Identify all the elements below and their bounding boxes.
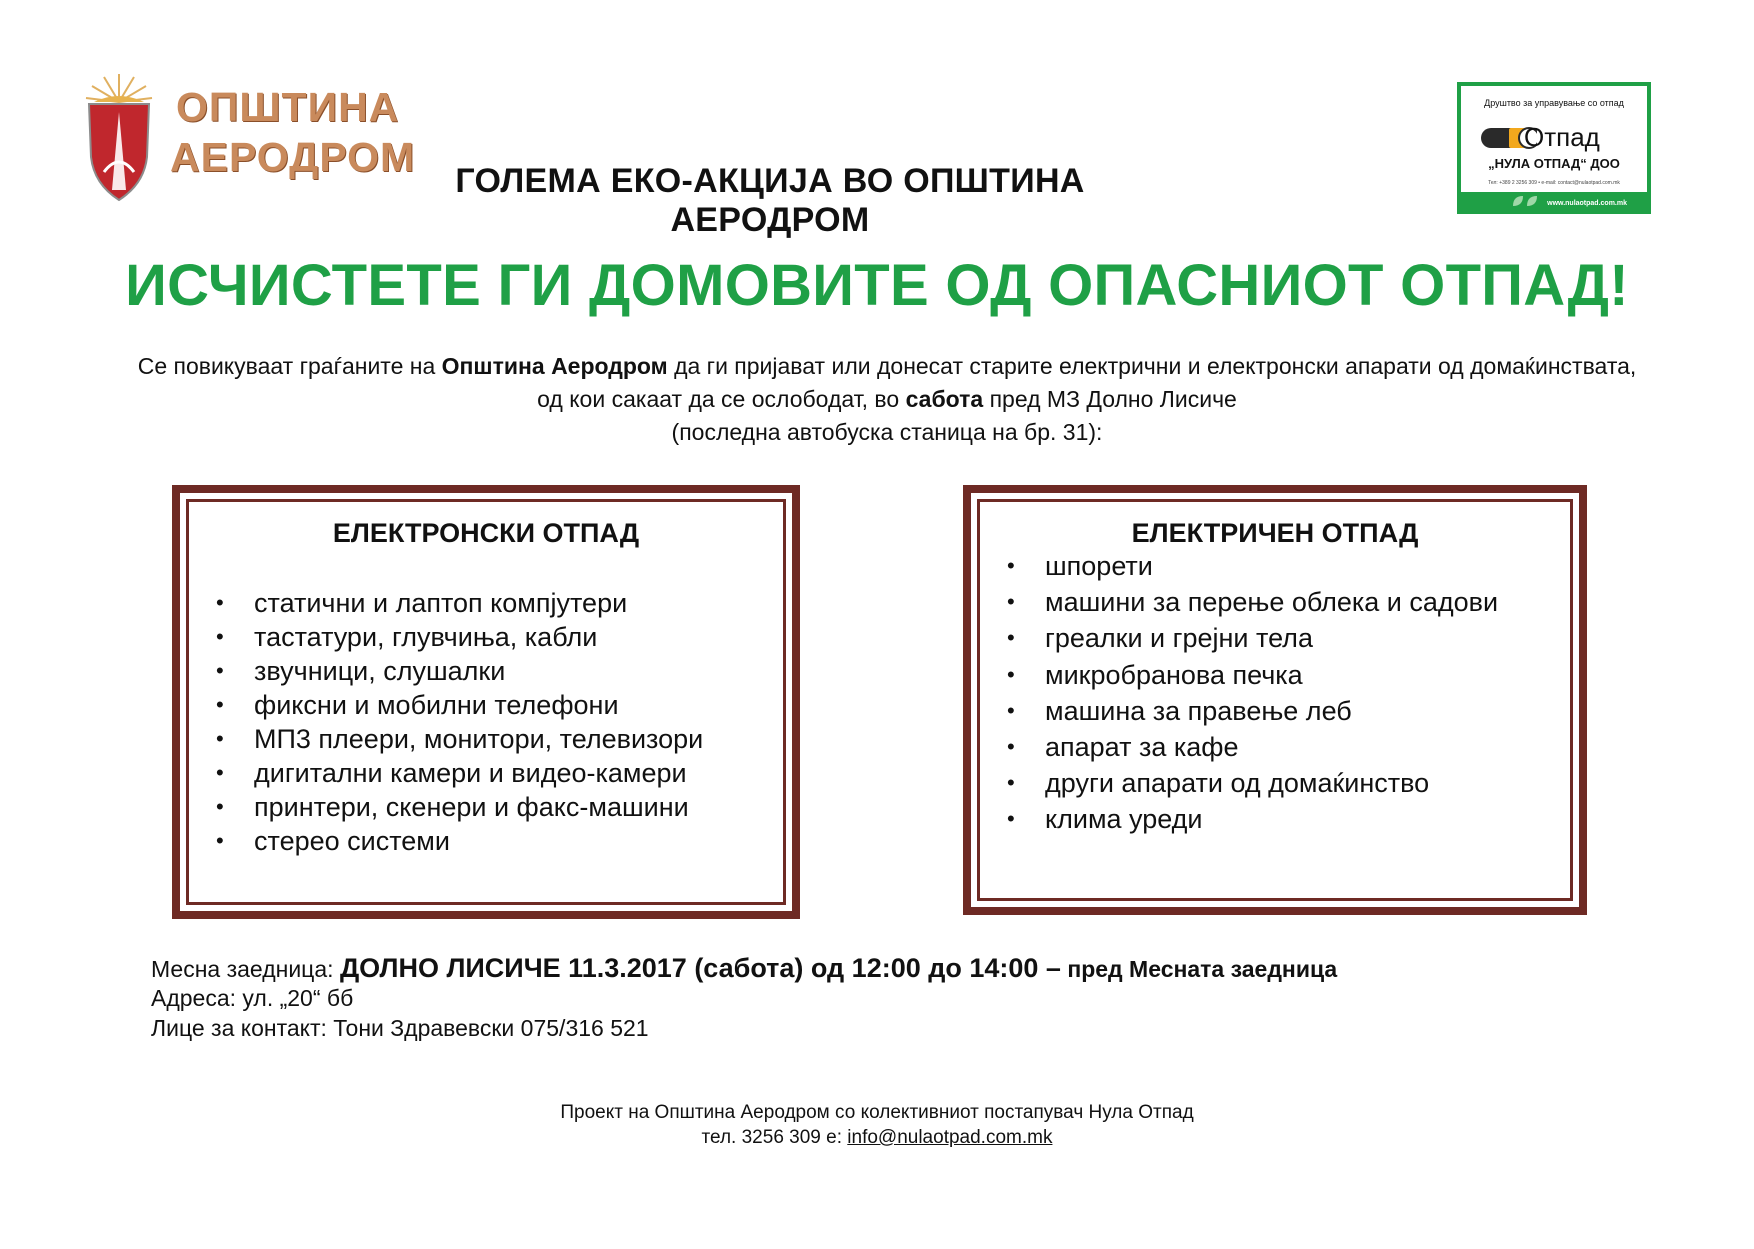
electronic-waste-list: [216, 586, 703, 858]
intro-paragraph: [130, 350, 1644, 449]
list-item: • МП3 плеери, монитори, телевизори: [216, 722, 703, 756]
footer-phone: тел. 3256 309 е:: [701, 1127, 848, 1148]
otpad-contact-line: Тел: +389 2 3256 309 • e-mail: contact@nulaotpad.com.mk: [1488, 180, 1620, 186]
electric-waste-title: ЕЛЕКТРИЧЕН ОТПАД: [1131, 518, 1419, 548]
intro-municipality: Општина Аеродром: [441, 353, 668, 379]
community-label: Месна заедница:: [151, 956, 340, 982]
community-info: [151, 953, 1337, 984]
footer-contact-line: [0, 1127, 1754, 1149]
municipality-crest-icon: [84, 72, 154, 202]
list-item: • машини за перење облека и садови: [1007, 584, 1498, 620]
list-item: • звучници, слушалки: [216, 654, 703, 688]
list-item: • стерео системи: [216, 824, 703, 858]
community-date-time: ДОЛНО ЛИСИЧЕ 11.3.2017 (сабота) од 12:00 до 14:00 –: [339, 953, 1061, 983]
municipality-name-line2: АЕРОДРОМ: [170, 134, 416, 180]
electric-waste-box: [963, 485, 1587, 915]
contact-person-info: Лице за контакт: Тони Здравевски 075/316 521: [151, 1015, 649, 1041]
list-item: • тастатури, глувчиња, кабли: [216, 620, 703, 654]
otpad-website: www.nulaotpad.com.mk: [1547, 200, 1627, 207]
municipality-logo: [84, 72, 416, 212]
list-item: • статични и лаптоп компјутери: [216, 586, 703, 620]
address-info: Адреса: ул. „20“ бб: [151, 985, 354, 1011]
leaf-icon: [1511, 194, 1539, 208]
otpad-tagline: Друштво за управување со отпад: [1484, 98, 1624, 108]
list-item: • фиксни и мобилни телефони: [216, 688, 703, 722]
list-item: • клима уреди: [1007, 801, 1498, 837]
list-item: • принтери, скенери и факс-машини: [216, 790, 703, 824]
otpad-green-bar: [1461, 192, 1647, 210]
municipality-name-line1: ОПШТИНА: [176, 84, 400, 130]
list-item: • шпорети: [1007, 548, 1498, 584]
electronic-waste-title: ЕЛЕКТРОНСКИ ОТПАД: [332, 518, 640, 548]
list-item: • машина за правење леб: [1007, 693, 1498, 729]
otpad-company-name: „НУЛА ОТПАД“ ДОО: [1488, 156, 1620, 171]
intro-text: пред МЗ Долно Лисиче: [983, 386, 1237, 412]
list-item: • микробранова печка: [1007, 657, 1498, 693]
list-item: • други апарати од домаќинство: [1007, 765, 1498, 801]
list-item: • греалки и грејни тела: [1007, 620, 1498, 656]
footer-email-link[interactable]: info@nulaotpad.com.mk: [847, 1127, 1053, 1148]
community-location: пред Месната заедница: [1060, 956, 1338, 982]
electronic-waste-box: [172, 485, 800, 919]
intro-text: да ги пријават или донесат старите електрични и електронски апарати од домаќинствата, од кои сакаат да се ослободат, во: [537, 353, 1637, 412]
electric-waste-list: [1007, 548, 1498, 838]
intro-text: Се повикуваат граѓаните на: [137, 353, 442, 379]
main-headline: ИСЧИСТЕТЕ ГИ ДОМОВИТЕ ОД ОПАСНИОТ ОТПАД!: [125, 253, 1629, 318]
otpad-brand: Отпад: [1524, 122, 1600, 152]
footer-project-line: Проект на Општина Аеродром со колективниот постапувач Нула Отпад: [560, 1102, 1194, 1123]
list-item: • дигитални камери и видео-камери: [216, 756, 703, 790]
list-item: • апарат за кафе: [1007, 729, 1498, 765]
intro-day: сабота: [905, 386, 984, 412]
header-title: ГОЛЕМА ЕКО-АКЦИЈА ВО ОПШТИНА АЕРОДРОМ: [455, 162, 1085, 239]
intro-bus-note: (последна автобуска станица на бр. 31):: [671, 419, 1103, 445]
nula-otpad-logo: [1457, 82, 1651, 214]
